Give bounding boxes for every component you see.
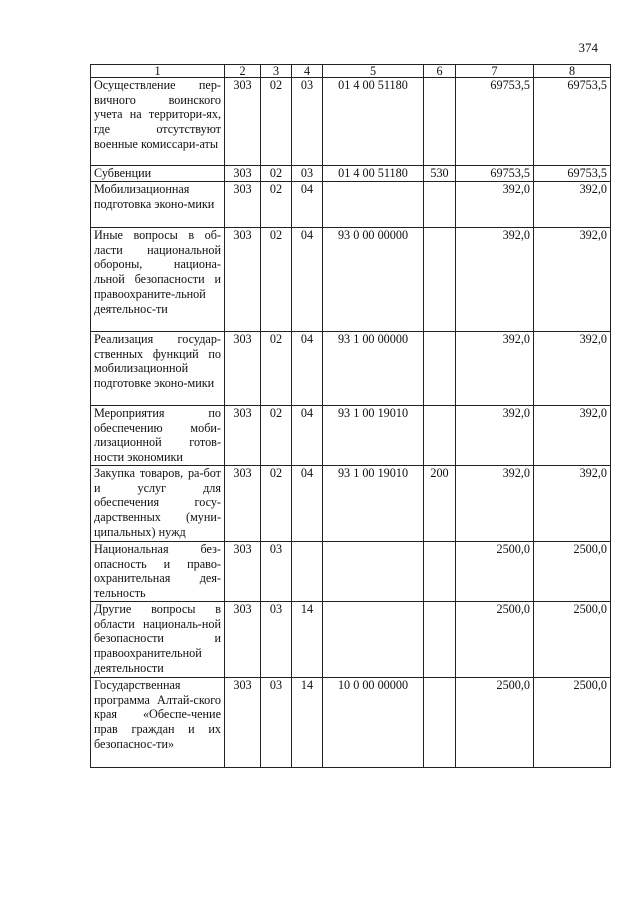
- subsection-cell: 03: [292, 166, 323, 182]
- table-row: [91, 332, 611, 406]
- expense-type-cell: [424, 332, 456, 406]
- code-cell: 303: [225, 602, 261, 678]
- subsection-cell: 03: [292, 78, 323, 166]
- target-article-cell: [323, 542, 424, 602]
- table-row: [91, 406, 611, 466]
- amount-cell: 2500,0: [534, 542, 611, 602]
- header-row: [91, 65, 611, 78]
- section-cell: 02: [261, 182, 292, 228]
- section-cell: 02: [261, 466, 292, 542]
- code-cell: 303: [225, 678, 261, 768]
- column-header: 3: [261, 65, 292, 78]
- expense-type-cell: [424, 182, 456, 228]
- target-article-cell: 01 4 00 51180: [323, 78, 424, 166]
- amount-cell: 392,0: [456, 182, 534, 228]
- expense-type-cell: [424, 78, 456, 166]
- section-cell: 02: [261, 228, 292, 332]
- amount-cell: 392,0: [456, 466, 534, 542]
- column-header: 2: [225, 65, 261, 78]
- table-row: [91, 166, 611, 182]
- row-name-cell: Другие вопросы в области националь-ной безопасности и правоохранительной деятельности: [91, 602, 225, 678]
- row-name-cell: Мероприятия по обеспечению моби-лизационной готов-ности экономики: [91, 406, 225, 466]
- expense-type-cell: [424, 602, 456, 678]
- table-row: [91, 466, 611, 542]
- target-article-cell: 93 1 00 19010: [323, 466, 424, 542]
- code-cell: 303: [225, 182, 261, 228]
- target-article-cell: 93 1 00 19010: [323, 406, 424, 466]
- table-row: [91, 542, 611, 602]
- amount-cell: 69753,5: [456, 78, 534, 166]
- expense-type-cell: [424, 542, 456, 602]
- target-article-cell: 01 4 00 51180: [323, 166, 424, 182]
- column-header: 4: [292, 65, 323, 78]
- expense-type-cell: [424, 228, 456, 332]
- amount-cell: 2500,0: [534, 678, 611, 768]
- row-name-cell: Иные вопросы в об-ласти национальной обороны, национа-льной безопасности и правоохранитe-льной деятельнос-ти: [91, 228, 225, 332]
- target-article-cell: 93 0 00 00000: [323, 228, 424, 332]
- expense-type-cell: 200: [424, 466, 456, 542]
- table-row: [91, 182, 611, 228]
- amount-cell: 392,0: [534, 182, 611, 228]
- page-number: 374: [578, 40, 598, 55]
- row-name-cell: Закупка товаров, ра-бот и услуг для обеспечения госу-дарственных (муни-ципальных) нужд: [91, 466, 225, 542]
- expense-type-cell: 530: [424, 166, 456, 182]
- amount-cell: 392,0: [534, 406, 611, 466]
- section-cell: 03: [261, 602, 292, 678]
- row-name-cell: Государственная программа Алтай-ского края «Обеспе-чение прав граждан и их безопаснос-ти»: [91, 678, 225, 768]
- row-name-cell: Мобилизационная подготовка эконо-мики: [91, 182, 225, 228]
- code-cell: 303: [225, 542, 261, 602]
- amount-cell: 2500,0: [456, 602, 534, 678]
- column-header: 5: [323, 65, 424, 78]
- section-cell: 03: [261, 542, 292, 602]
- amount-cell: 2500,0: [534, 602, 611, 678]
- code-cell: 303: [225, 406, 261, 466]
- code-cell: 303: [225, 78, 261, 166]
- code-cell: 303: [225, 466, 261, 542]
- subsection-cell: 04: [292, 182, 323, 228]
- section-cell: 03: [261, 678, 292, 768]
- target-article-cell: [323, 602, 424, 678]
- amount-cell: 392,0: [456, 228, 534, 332]
- column-header: 8: [534, 65, 611, 78]
- column-header: 1: [91, 65, 225, 78]
- table-row: [91, 602, 611, 678]
- row-name-cell: Реализация государ-ственных функций по мобилизационной подготовке эконо-мики: [91, 332, 225, 406]
- table-row: [91, 228, 611, 332]
- target-article-cell: 93 1 00 00000: [323, 332, 424, 406]
- subsection-cell: 04: [292, 228, 323, 332]
- amount-cell: 2500,0: [456, 542, 534, 602]
- amount-cell: 69753,5: [534, 78, 611, 166]
- amount-cell: 2500,0: [456, 678, 534, 768]
- expense-type-cell: [424, 678, 456, 768]
- amount-cell: 392,0: [534, 228, 611, 332]
- target-article-cell: [323, 182, 424, 228]
- budget-table: [90, 64, 611, 768]
- section-cell: 02: [261, 406, 292, 466]
- amount-cell: 392,0: [534, 332, 611, 406]
- section-cell: 02: [261, 166, 292, 182]
- subsection-cell: [292, 542, 323, 602]
- amount-cell: 392,0: [534, 466, 611, 542]
- expense-type-cell: [424, 406, 456, 466]
- subsection-cell: 14: [292, 678, 323, 768]
- code-cell: 303: [225, 228, 261, 332]
- subsection-cell: 04: [292, 466, 323, 542]
- amount-cell: 69753,5: [456, 166, 534, 182]
- target-article-cell: 10 0 00 00000: [323, 678, 424, 768]
- amount-cell: 392,0: [456, 406, 534, 466]
- column-header: 7: [456, 65, 534, 78]
- subsection-cell: 04: [292, 332, 323, 406]
- amount-cell: 392,0: [456, 332, 534, 406]
- section-cell: 02: [261, 332, 292, 406]
- row-name-cell: Осуществление пер-вичного воинского учета на территори-ях, где отсутствуют военные комиссари-аты: [91, 78, 225, 166]
- row-name-cell: Национальная без-опасность и право-охранительная дея-тельность: [91, 542, 225, 602]
- section-cell: 02: [261, 78, 292, 166]
- table-row: [91, 678, 611, 768]
- subsection-cell: 14: [292, 602, 323, 678]
- column-header: 6: [424, 65, 456, 78]
- code-cell: 303: [225, 166, 261, 182]
- row-name-cell: Субвенции: [91, 166, 225, 182]
- code-cell: 303: [225, 332, 261, 406]
- amount-cell: 69753,5: [534, 166, 611, 182]
- table-row: [91, 78, 611, 166]
- subsection-cell: 04: [292, 406, 323, 466]
